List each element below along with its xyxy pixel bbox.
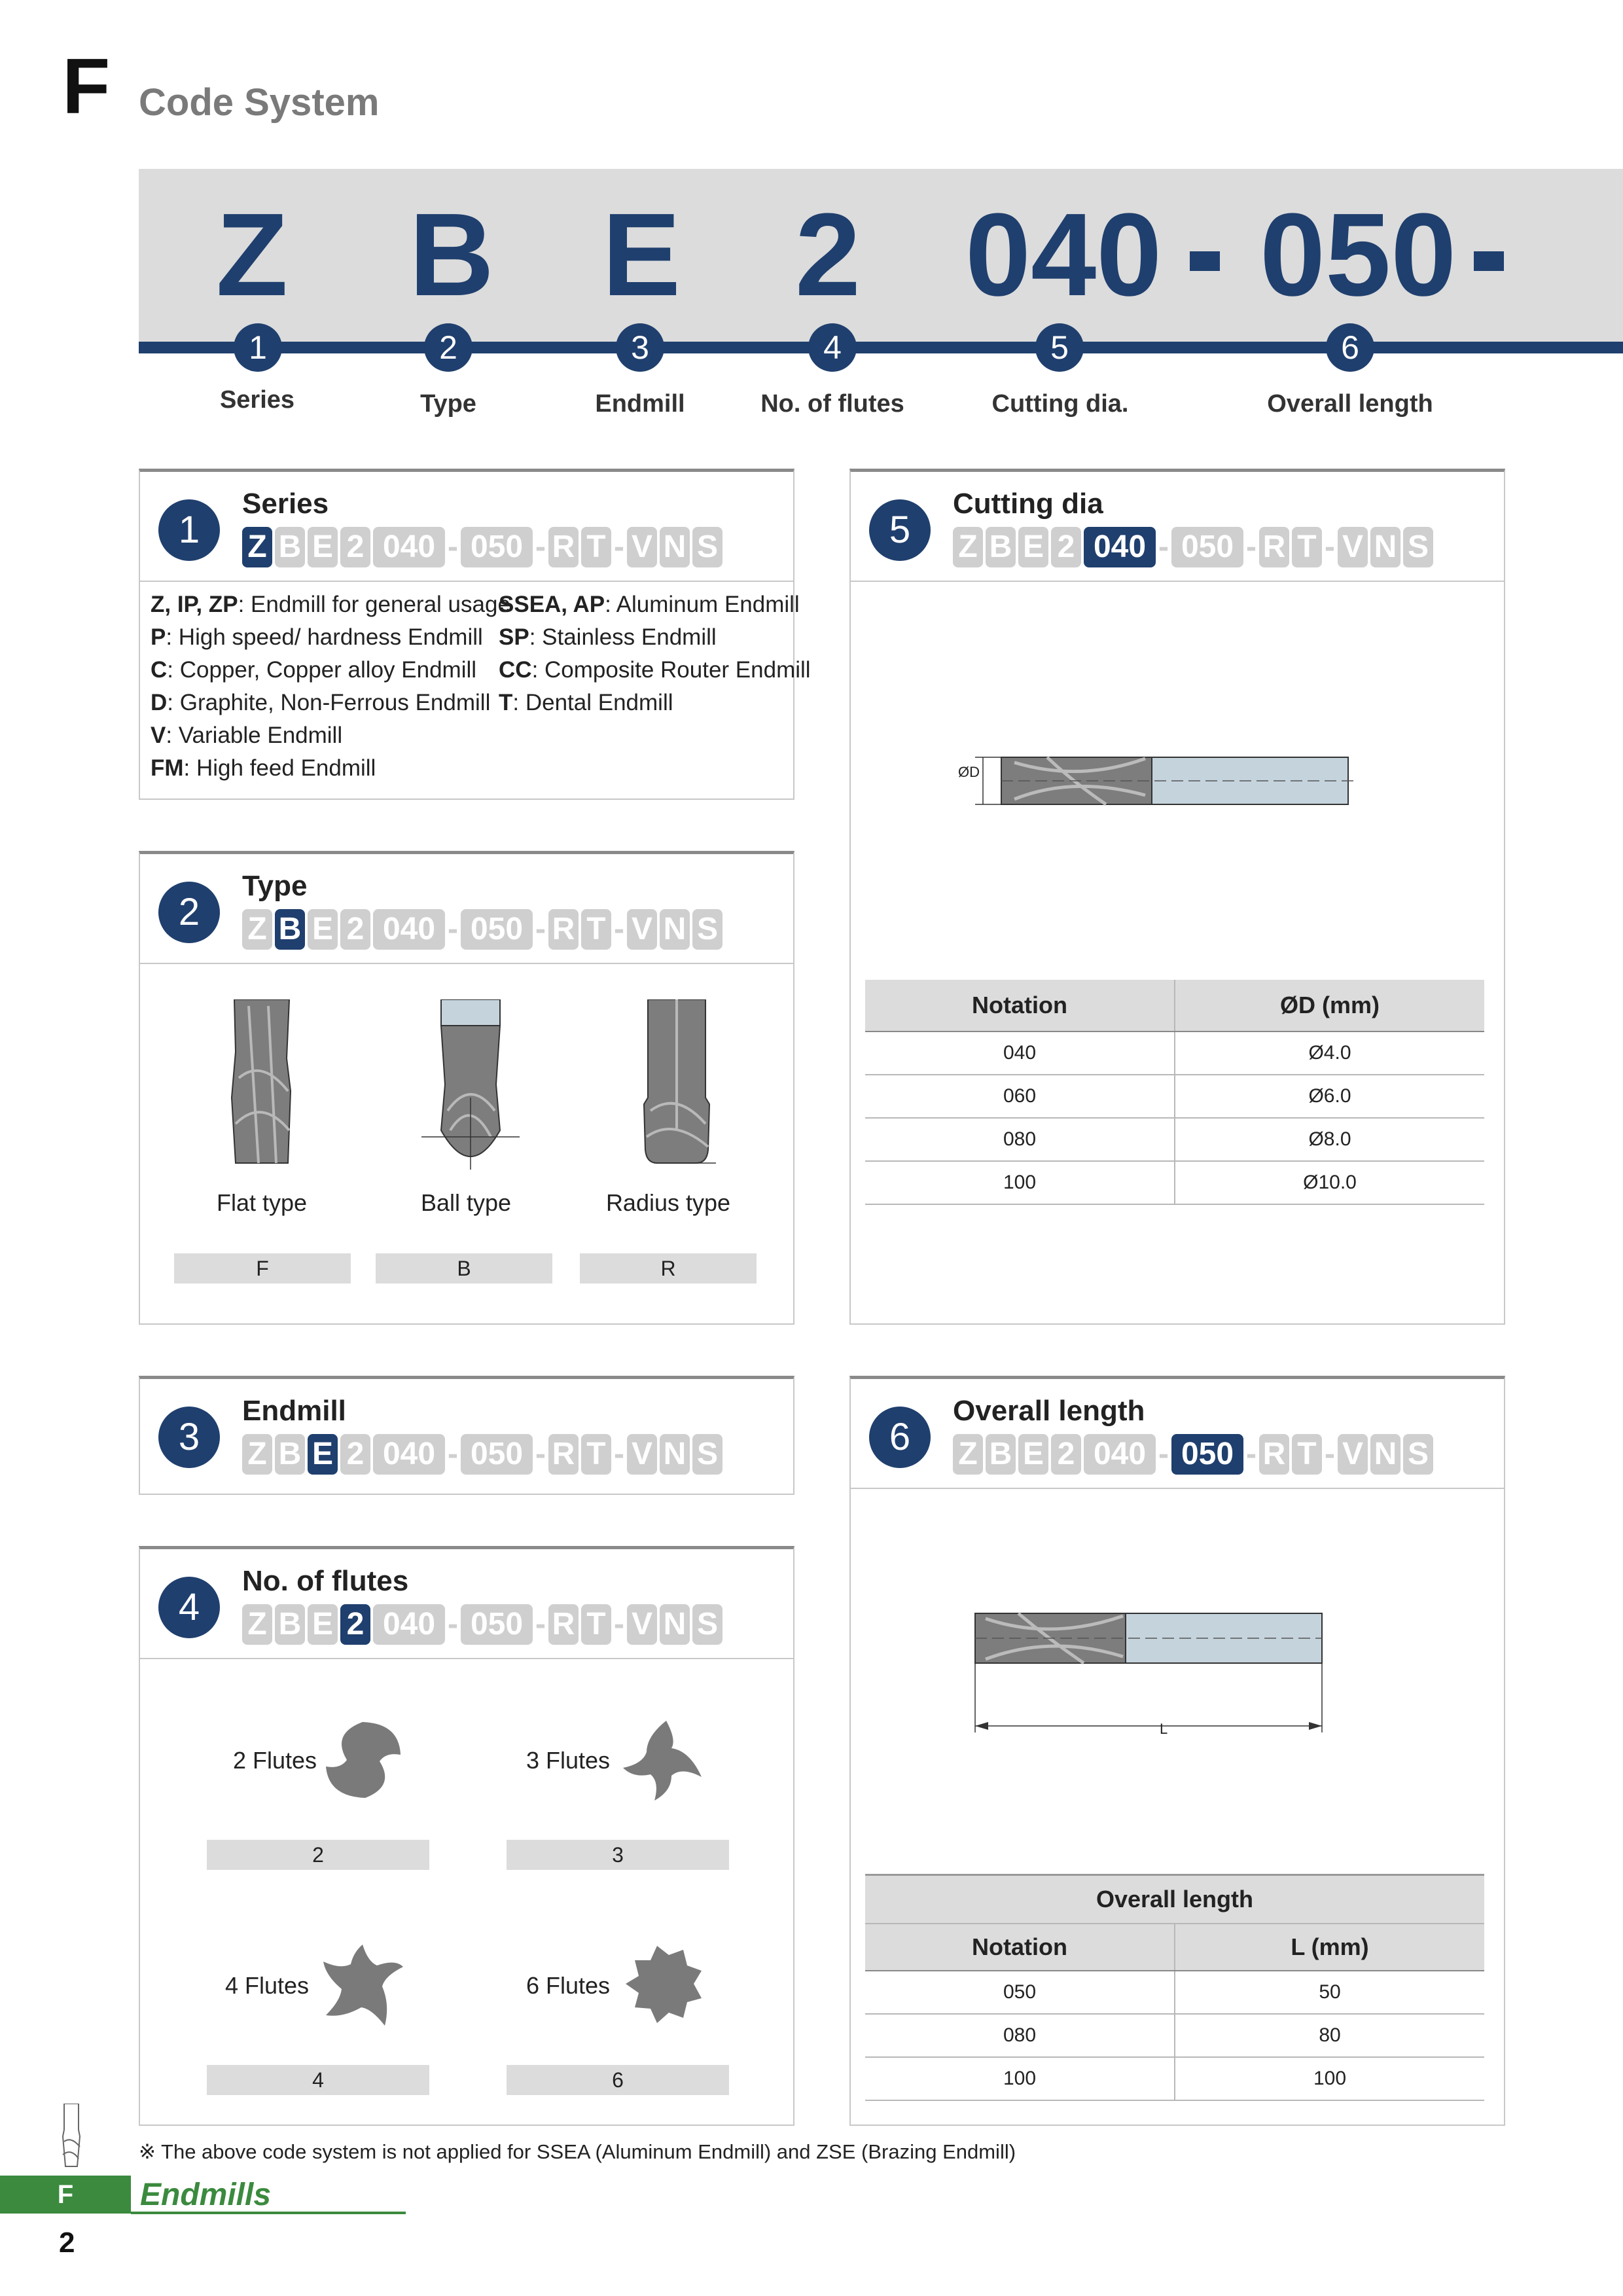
code-separator: - — [448, 912, 458, 946]
table-cell: 040 — [865, 1031, 1175, 1075]
table-cell: 080 — [865, 1118, 1175, 1161]
table-row — [865, 1161, 1484, 1204]
code-separator: - — [1245, 1437, 1257, 1471]
code-segment: T — [581, 1434, 611, 1475]
series-item: D: Graphite, Non-Ferrous Endmill — [151, 690, 491, 715]
endmill-box — [139, 1376, 794, 1495]
code-segment: Z — [242, 1604, 272, 1645]
position-label: Endmill — [595, 390, 685, 418]
code-segment: 040 — [1084, 1434, 1156, 1475]
position-number: 2 — [424, 323, 473, 372]
code-segment: T — [1292, 527, 1322, 567]
code-separator: - — [1158, 529, 1169, 564]
table-header: Notation — [865, 980, 1175, 1031]
table-row — [865, 1075, 1484, 1118]
code-segment: E — [308, 1604, 338, 1645]
code-segment: 050 — [1171, 527, 1243, 567]
code-segment: V — [627, 909, 657, 950]
banner-code-series: Z — [216, 189, 288, 321]
position-number: 3 — [616, 323, 664, 372]
table-header-row — [865, 1924, 1484, 1971]
cutting-dia-number: 5 — [869, 499, 931, 561]
series-item: SSEA, AP: Aluminum Endmill — [499, 592, 800, 617]
flutes-box-header — [140, 1549, 793, 1659]
table-caption: Overall length — [865, 1875, 1484, 1924]
table-cell: 80 — [1175, 2014, 1484, 2057]
code-segment: E — [1018, 1434, 1048, 1475]
code-separator: - — [613, 1607, 624, 1641]
code-segment: E — [308, 527, 338, 567]
banner-code-cutting-dia: 040 — [965, 189, 1162, 321]
code-segment: R — [1259, 527, 1289, 567]
flat-endmill-icon — [223, 999, 301, 1170]
series-item: T: Dental Endmill — [499, 690, 673, 715]
flute-code-3: 3 — [507, 1840, 729, 1870]
code-separator: - — [1324, 1437, 1335, 1471]
flute-code-2: 2 — [207, 1840, 429, 1870]
code-separator: - — [448, 1607, 458, 1641]
table-cell: 50 — [1175, 1971, 1484, 2014]
code-segment-active: E — [308, 1434, 338, 1475]
position-label: Overall length — [1267, 390, 1433, 418]
series-number: 1 — [158, 499, 220, 561]
code-separator: - — [448, 529, 458, 564]
code-segment: 2 — [340, 527, 370, 567]
code-separator: - — [613, 1437, 624, 1471]
table-cell: 100 — [1175, 2057, 1484, 2100]
flute-label-6: 6 Flutes — [526, 1972, 611, 1999]
code-segment-active: 040 — [1084, 527, 1156, 567]
flute-code-4: 4 — [207, 2065, 429, 2095]
series-box — [139, 469, 811, 800]
code-strip — [953, 1434, 1436, 1475]
series-box-header — [140, 472, 793, 582]
two-flute-icon — [317, 1714, 408, 1806]
type-code-radius: R — [580, 1253, 757, 1283]
code-segment: 040 — [373, 909, 445, 950]
footer-category: Endmills — [140, 2178, 272, 2212]
code-segment: 040 — [373, 527, 445, 567]
code-segment: 2 — [1051, 527, 1081, 567]
code-segment: N — [1370, 527, 1400, 567]
code-segment: S — [692, 527, 722, 567]
type-title: Type — [242, 870, 308, 902]
code-segment: 040 — [373, 1604, 445, 1645]
table-row — [865, 1031, 1484, 1075]
position-label: Type — [420, 390, 476, 418]
code-separator: - — [448, 1437, 458, 1471]
code-segment-active: 050 — [1171, 1434, 1243, 1475]
endmill-number: 3 — [158, 1407, 220, 1468]
code-segment: 050 — [461, 1434, 533, 1475]
code-separator: - — [1245, 529, 1257, 564]
cutting-dia-box-header — [851, 472, 1504, 582]
page-number: 2 — [59, 2227, 75, 2259]
code-segment: R — [1259, 1434, 1289, 1475]
code-segment: R — [548, 909, 579, 950]
flutes-box — [139, 1546, 794, 2126]
banner-dash — [1474, 251, 1504, 271]
type-number: 2 — [158, 882, 220, 943]
code-segment: E — [308, 909, 338, 950]
position-number: 4 — [808, 323, 857, 372]
code-segment: N — [660, 1604, 690, 1645]
code-segment: 050 — [461, 1604, 533, 1645]
code-segment: V — [627, 1434, 657, 1475]
table-row — [865, 2014, 1484, 2057]
table-cell: 100 — [865, 1161, 1175, 1204]
code-strip — [953, 527, 1436, 567]
series-item: C: Copper, Copper alloy Endmill — [151, 657, 477, 683]
overall-length-number: 6 — [869, 1407, 931, 1468]
code-separator: - — [613, 912, 624, 946]
code-segment: B — [275, 527, 305, 567]
code-segment: 2 — [340, 1434, 370, 1475]
code-segment: N — [1370, 1434, 1400, 1475]
code-segment: 2 — [1051, 1434, 1081, 1475]
code-segment: T — [581, 527, 611, 567]
series-item: SP: Stainless Endmill — [499, 624, 717, 650]
table-cell: Ø8.0 — [1175, 1118, 1484, 1161]
code-segment: 050 — [461, 909, 533, 950]
table-row — [865, 1118, 1484, 1161]
series-list-left — [151, 588, 510, 785]
code-segment: R — [548, 527, 579, 567]
overall-length-dim-label: L — [1160, 1721, 1168, 1737]
code-segment: E — [1018, 527, 1048, 567]
ball-endmill-icon — [421, 999, 520, 1170]
type-box-header — [140, 854, 793, 964]
code-segment: T — [581, 1604, 611, 1645]
cutting-dia-table — [865, 980, 1484, 1205]
code-separator: - — [535, 1437, 546, 1471]
code-segment: Z — [953, 1434, 983, 1475]
code-strip — [242, 527, 725, 567]
banner-code-type: B — [409, 189, 494, 321]
endmill-thumbnail-icon — [55, 2104, 88, 2172]
code-segment: V — [1338, 527, 1368, 567]
table-cell: 060 — [865, 1075, 1175, 1118]
overall-length-drawing-icon — [966, 1602, 1339, 1752]
flute-label-3: 3 Flutes — [526, 1747, 611, 1774]
flute-label-4: 4 Flutes — [225, 1972, 310, 1999]
table-header: ØD (mm) — [1175, 980, 1484, 1031]
table-header: Notation — [865, 1924, 1175, 1971]
type-label-ball: Ball type — [420, 1189, 512, 1216]
table-caption-row — [865, 1875, 1484, 1924]
code-segment: Z — [242, 909, 272, 950]
banner-code-endmill: E — [602, 189, 681, 321]
position-number: 1 — [234, 323, 282, 372]
code-segment: B — [275, 1434, 305, 1475]
type-label-radius: Radius type — [605, 1189, 731, 1216]
series-title: Series — [242, 488, 329, 520]
table-header: L (mm) — [1175, 1924, 1484, 1971]
series-list-right — [499, 588, 811, 719]
code-segment: B — [986, 527, 1016, 567]
code-segment: N — [660, 527, 690, 567]
table-header-row — [865, 980, 1484, 1031]
code-segment: T — [581, 909, 611, 950]
overall-length-title: Overall length — [953, 1395, 1145, 1427]
code-strip — [242, 1434, 725, 1475]
four-flute-icon — [317, 1939, 408, 2031]
code-segment: V — [1338, 1434, 1368, 1475]
position-label: Cutting dia. — [991, 390, 1129, 418]
table-cell: 080 — [865, 2014, 1175, 2057]
code-segment: S — [1403, 527, 1433, 567]
cutting-dia-title: Cutting dia — [953, 488, 1103, 520]
overall-length-box-header — [851, 1379, 1504, 1489]
banner-line — [139, 342, 1623, 353]
flutes-title: No. of flutes — [242, 1565, 409, 1597]
table-row — [865, 2057, 1484, 2100]
banner-code-flutes: 2 — [795, 189, 861, 321]
code-segment: R — [548, 1434, 579, 1475]
series-item: FM: High feed Endmill — [151, 755, 376, 781]
series-item: V: Variable Endmill — [151, 723, 343, 748]
overall-length-box — [849, 1376, 1505, 2126]
page-title: Code System — [139, 81, 380, 124]
series-item: P: High speed/ hardness Endmill — [151, 624, 483, 650]
series-item: CC: Composite Router Endmill — [499, 657, 811, 683]
overall-length-table — [865, 1874, 1484, 2101]
code-separator: - — [535, 912, 546, 946]
code-separator: - — [1158, 1437, 1169, 1471]
section-tab: F — [0, 2176, 131, 2214]
banner-dash — [1190, 251, 1220, 271]
section-letter: F — [62, 43, 111, 130]
flutes-number: 4 — [158, 1577, 220, 1638]
banner-code-overall-length: 050 — [1260, 189, 1457, 321]
position-number: 5 — [1035, 323, 1084, 372]
code-segment: Z — [242, 1434, 272, 1475]
code-separator: - — [535, 1607, 546, 1641]
code-segment: Z — [953, 527, 983, 567]
type-code-ball: B — [376, 1253, 552, 1283]
flute-code-6: 6 — [507, 2065, 729, 2095]
code-segment: 050 — [461, 527, 533, 567]
cutting-dia-box — [849, 469, 1505, 1325]
flute-label-2: 2 Flutes — [233, 1747, 317, 1774]
cutting-dia-dim-label: ØD — [958, 764, 980, 780]
code-segment: B — [275, 1604, 305, 1645]
code-segment: 2 — [340, 909, 370, 950]
endmill-title: Endmill — [242, 1395, 346, 1427]
code-segment: S — [692, 1604, 722, 1645]
code-strip — [242, 1604, 725, 1645]
type-box — [139, 851, 794, 1325]
endmill-box-header — [140, 1379, 793, 1488]
code-segment: N — [660, 909, 690, 950]
table-cell: 050 — [865, 1971, 1175, 2014]
code-segment: T — [1292, 1434, 1322, 1475]
type-label-flat: Flat type — [216, 1189, 308, 1216]
code-separator: - — [1324, 529, 1335, 564]
code-segment: B — [986, 1434, 1016, 1475]
radius-endmill-icon — [637, 999, 716, 1170]
footnote: ※ The above code system is not applied for SSEA (Aluminum Endmill) and ZSE (Brazing Endmill) — [139, 2140, 1016, 2163]
six-flute-icon — [616, 1939, 708, 2031]
code-segment: S — [692, 1434, 722, 1475]
table-cell: Ø10.0 — [1175, 1161, 1484, 1204]
code-separator: - — [535, 529, 546, 564]
code-segment-active: B — [275, 909, 305, 950]
code-segment: S — [1403, 1434, 1433, 1475]
table-row — [865, 1971, 1484, 2014]
position-number: 6 — [1326, 323, 1374, 372]
position-label: Series — [219, 386, 295, 414]
code-segment-active: Z — [242, 527, 272, 567]
code-segment: 040 — [373, 1434, 445, 1475]
table-cell: Ø4.0 — [1175, 1031, 1484, 1075]
table-cell: 100 — [865, 2057, 1175, 2100]
table-cell: Ø6.0 — [1175, 1075, 1484, 1118]
code-segment: S — [692, 909, 722, 950]
code-strip — [242, 909, 725, 950]
cutting-dia-drawing-icon — [949, 743, 1355, 815]
code-segment-active: 2 — [340, 1604, 370, 1645]
three-flute-icon — [616, 1714, 708, 1806]
type-code-flat: F — [174, 1253, 351, 1283]
series-item: Z, IP, ZP: Endmill for general usage — [151, 592, 510, 617]
position-label: No. of flutes — [760, 390, 904, 418]
code-separator: - — [613, 529, 624, 564]
code-segment: R — [548, 1604, 579, 1645]
code-segment: V — [627, 527, 657, 567]
code-segment: V — [627, 1604, 657, 1645]
code-segment: N — [660, 1434, 690, 1475]
